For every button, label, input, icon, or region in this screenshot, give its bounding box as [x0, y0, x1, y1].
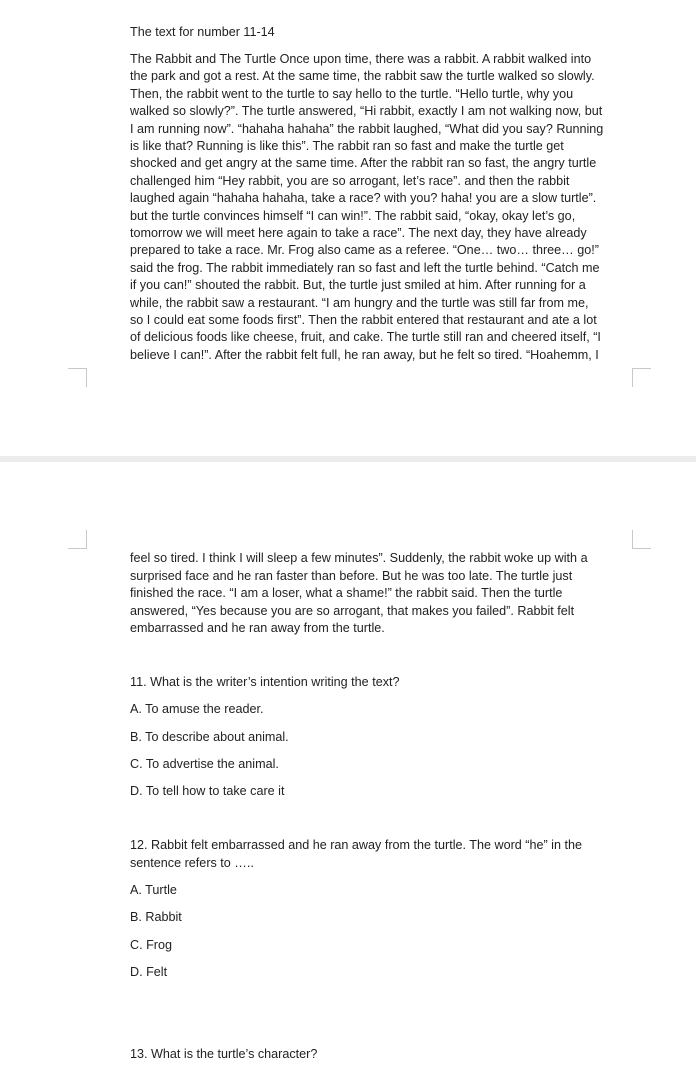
q11-option-a: A. To amuse the reader. — [130, 702, 264, 716]
story-line: I am running now”. “hahaha hahaha” the rabbit laughed, “What did you say? Running — [130, 121, 604, 136]
page-corner-mark — [68, 368, 87, 387]
story-line: is like that? Running is like this”. The rabbit ran so fast and make the turtle get — [130, 139, 564, 153]
question-12-line-1: 12. Rabbit felt embarrassed and he ran away from the turtle. The word “he” in the — [130, 838, 582, 852]
story-line: of delicious foods like cheese, fruit, and cake. The turtle still ran and cheered itself, “I — [130, 330, 601, 345]
story-line: feel so tired. I think I will sleep a few minutes”. Suddenly, the rabbit woke up with a — [130, 551, 588, 565]
story-line: while, the rabbit saw a restaurant. “I am hungry and the turtle was still far from me, — [130, 295, 589, 310]
story-line: surprised face and he ran faster than before. But he was too late. The turtle just — [130, 568, 573, 583]
q12-option-b: B. Rabbit — [130, 910, 182, 924]
story-line: the park and got a rest. At the same time, the rabbit saw the turtle walked so slowly. — [130, 69, 595, 84]
page-corner-mark — [632, 530, 651, 549]
question-13: 13. What is the turtle’s character? — [130, 1047, 318, 1061]
story-line: Then, the rabbit went to the turtle to say hello to the turtle. “Hello turtle, why you — [130, 86, 574, 101]
story-line: answered, “Yes because you are so arrogant, that makes you failed”. Rabbit felt — [130, 603, 575, 618]
heading: The text for number 11-14 — [130, 25, 275, 39]
story-line: said the frog. The rabbit immediately ran so fast and left the turtle behind. “Catch me — [130, 260, 600, 275]
story-line: laughed again “hahaha hahaha, take a race? with you? haha! you are a slow turtle”. — [130, 191, 597, 206]
document-page-1 — [0, 0, 696, 456]
q11-option-b: B. To describe about animal. — [130, 730, 289, 744]
q12-option-d: D. Felt — [130, 965, 168, 979]
document-page-2 — [0, 462, 696, 1071]
page-corner-mark — [632, 368, 651, 387]
question-11: 11. What is the writer’s intention writing the text? — [130, 675, 400, 689]
story-line: shocked and get angry at the same time. After the rabbit ran so fast, the angry turtle — [130, 156, 597, 171]
story-line: walked so slowly?”. The turtle answered, “Hi rabbit, exactly I am not walking now, but — [130, 104, 603, 119]
story-line: challenged him “Hey rabbit, you are so arrogant, let’s race”. and then the rabbit — [130, 173, 570, 188]
story-line: embarrassed and he ran away from the turtle. — [130, 621, 385, 635]
story-line: prepared to take a race. Mr. Frog also came as a referee. “One… two… three… go!” — [130, 243, 599, 258]
story-line: but the turtle convinces himself “I can win!”. The rabbit said, “okay, okay let’s go, — [130, 208, 576, 223]
story-line: tomorrow we will meet here again to take a race”. The next day, they have already — [130, 226, 587, 240]
question-12-line-2: sentence refers to ….. — [130, 856, 254, 870]
q12-option-c: C. Frog — [130, 938, 172, 952]
story-line: if you can!” shouted the rabbit. But, the turtle just smiled at him. After running for a — [130, 278, 586, 293]
story-line: The Rabbit and The Turtle Once upon time, there was a rabbit. A rabbit walked into — [130, 52, 592, 66]
page-corner-mark — [68, 530, 87, 549]
q11-option-d: D. To tell how to take care it — [130, 784, 285, 798]
story-line: believe I can!”. After the rabbit felt full, he ran away, but he felt so tired. “Hoahemm, I — [130, 347, 599, 362]
story-line: so I could eat some foods first”. Then the rabbit entered that restaurant and ate a lot — [130, 313, 597, 327]
q11-option-c: C. To advertise the animal. — [130, 757, 279, 771]
story-line: finished the race. “I am a loser, what a shame!” the rabbit said. Then the turtle — [130, 586, 563, 600]
q12-option-a: A. Turtle — [130, 883, 177, 897]
